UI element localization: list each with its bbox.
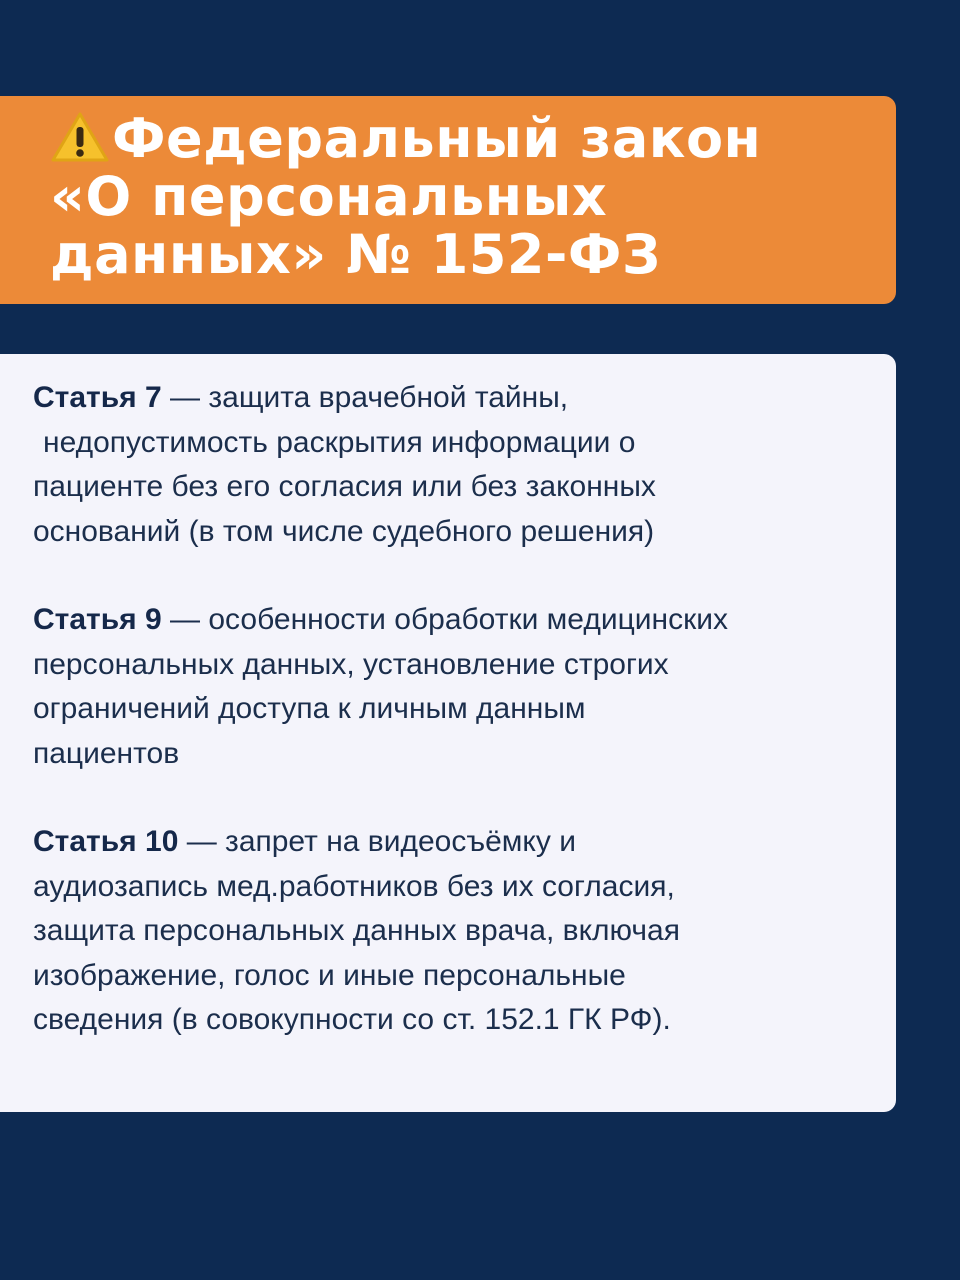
title-line-3: данных» № 152-ФЗ <box>50 223 661 286</box>
title-text-line-1: Федеральный закон <box>112 107 762 170</box>
article-line: сведения (в совокупности со ст. 152.1 ГК РФ). <box>33 1003 671 1036</box>
article-line <box>33 598 876 643</box>
article-text: — запрет на видеосъёмку и <box>178 825 576 858</box>
warning-icon <box>50 111 110 163</box>
title-line-1 <box>50 107 856 170</box>
title-banner <box>0 96 896 304</box>
article-line: пациенте без его согласия или без законных <box>33 470 656 503</box>
article-line: изображение, голос и иные персональные <box>33 958 626 992</box>
article-line: пациентов <box>33 736 180 770</box>
article-line: защита персональных данных врача, включая <box>33 914 680 947</box>
article-line: недопустимость раскрытия информации о <box>43 425 636 459</box>
article-text: — защита врачебной тайны, <box>161 381 569 414</box>
article-text: — особенности обработки медицинских <box>161 603 728 636</box>
article-line: ограничений доступа к личным данным <box>33 692 586 725</box>
article-line: оснований (в том числе судебного решения) <box>33 514 655 548</box>
article-line <box>33 376 876 421</box>
content-card <box>0 354 896 1112</box>
title-line-2: «О персональных <box>50 165 608 228</box>
article-line: аудиозапись мед.работников без их согласия, <box>33 869 675 903</box>
article-heading: Статья 7 <box>33 381 162 414</box>
article-10 <box>33 820 876 1043</box>
article-heading: Статья 10 <box>33 825 179 858</box>
article-9 <box>33 598 876 776</box>
article-7 <box>33 376 876 554</box>
article-line <box>33 820 876 865</box>
article-line: персональных данных, установление строгих <box>33 647 669 681</box>
article-heading: Статья 9 <box>33 603 162 636</box>
